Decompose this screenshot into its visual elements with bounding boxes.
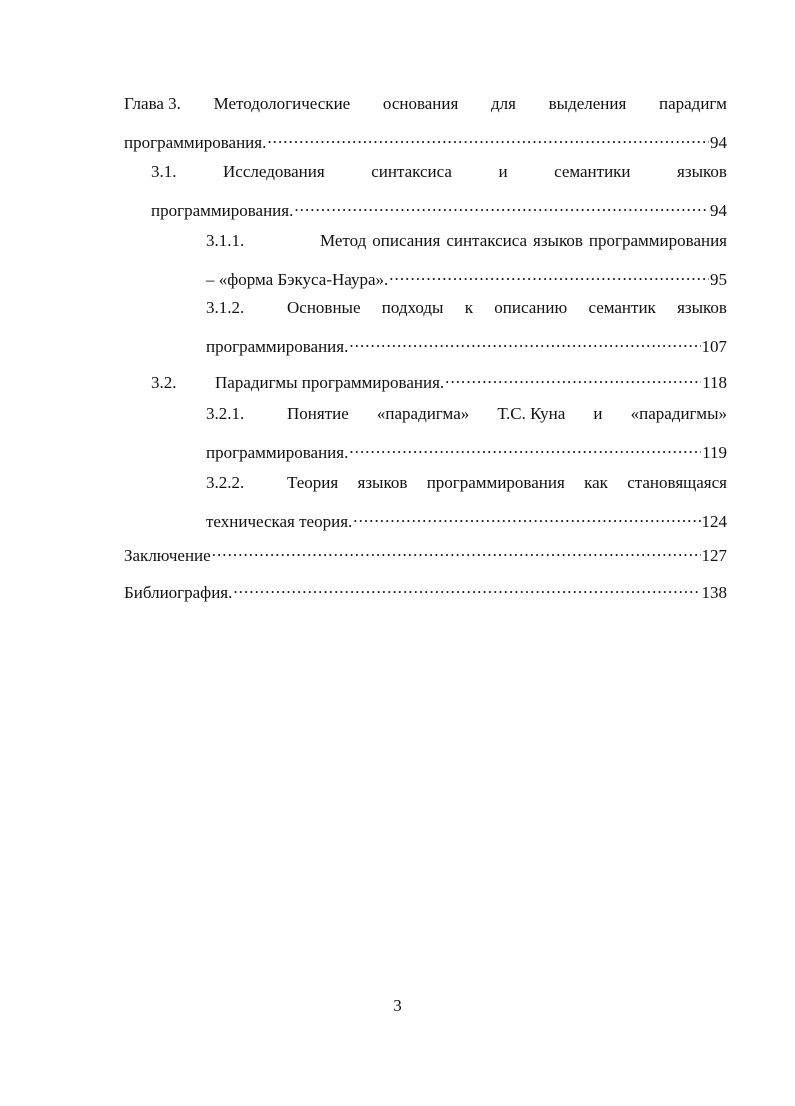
toc-entry-text: Библиография. xyxy=(124,583,233,602)
toc-entry-title-line xyxy=(151,162,727,182)
toc-entry-continuation xyxy=(151,196,727,221)
toc-word: программирования xyxy=(588,231,727,250)
toc-entry-continuation xyxy=(124,128,727,153)
toc-word: «парадигма» xyxy=(376,404,470,423)
toc-word: «парадигмы» xyxy=(630,404,727,423)
toc-word: языков xyxy=(677,298,727,317)
toc-entry-3-2-2[interactable] xyxy=(206,473,727,532)
toc-entry-title-line xyxy=(124,541,727,566)
toc-word: и xyxy=(593,404,603,423)
toc-entry-title-line xyxy=(151,368,727,393)
toc-word: выделения xyxy=(548,94,627,113)
toc-section-number: 3.1.1. xyxy=(206,231,245,250)
toc-entry-3-1-1[interactable] xyxy=(206,231,727,290)
toc-entry-title-line xyxy=(206,404,727,424)
dot-leader xyxy=(233,578,700,598)
toc-entry-title-line xyxy=(124,578,727,603)
toc-word: к xyxy=(464,298,474,317)
toc-entry-text: программирования. xyxy=(124,133,267,152)
toc-entry-title-line xyxy=(206,473,727,493)
dot-leader xyxy=(349,332,700,352)
toc-word: парадигм xyxy=(658,94,727,113)
toc-page-number: 127 xyxy=(701,546,727,565)
toc-title-words xyxy=(287,404,727,424)
toc-entry-title-line xyxy=(206,298,727,318)
dot-leader xyxy=(389,265,709,285)
toc-entry-conclusion[interactable] xyxy=(124,541,727,566)
toc-title-words xyxy=(287,473,727,493)
toc-page-number: 95 xyxy=(710,270,727,289)
toc-word: Метод xyxy=(319,231,367,250)
toc-entry-text: техническая теория. xyxy=(206,512,353,531)
toc-word: как xyxy=(584,473,608,492)
toc-entry-3-1-2[interactable] xyxy=(206,298,727,357)
toc-entry-continuation xyxy=(206,438,727,463)
toc-page-number: 119 xyxy=(702,443,727,462)
toc-entry-3-1[interactable] xyxy=(151,162,727,221)
toc-entry-text: программирования. xyxy=(206,443,349,462)
toc-word: синтаксиса xyxy=(446,231,528,250)
toc-word: и xyxy=(498,162,508,181)
toc-entry-text: Заключение xyxy=(124,546,211,565)
toc-entry-continuation xyxy=(206,265,727,290)
toc-word: для xyxy=(491,94,516,113)
toc-section-number: 3.2.2. xyxy=(206,473,245,492)
toc-word: Т.С. Куна xyxy=(497,404,566,423)
toc-entry-text: – «форма Бэкуса-Наура». xyxy=(206,270,389,289)
toc-word: описанию xyxy=(494,298,568,317)
toc-entry-bibliography[interactable] xyxy=(124,578,727,603)
toc-entry-3-2-1[interactable] xyxy=(206,404,727,463)
toc-word: Исследования xyxy=(223,162,325,181)
toc-word: семантик xyxy=(588,298,656,317)
toc-entry-text: Парадигмы программирования. xyxy=(215,373,445,392)
toc-page-number: 107 xyxy=(701,337,727,356)
toc-page-number: 124 xyxy=(701,512,727,531)
toc-page-number: 94 xyxy=(710,133,727,152)
toc-word: семантики xyxy=(554,162,631,181)
toc-entry-continuation xyxy=(206,507,727,532)
toc-title-words xyxy=(287,298,727,318)
toc-word: языков xyxy=(357,473,408,492)
dot-leader xyxy=(445,368,701,388)
dot-leader xyxy=(267,128,709,148)
toc-word: языков xyxy=(677,162,727,181)
toc-chapter-label: Глава 3. xyxy=(124,94,181,113)
toc-entry-title-line xyxy=(206,231,727,251)
toc-page-number: 118 xyxy=(702,373,727,392)
toc-entry-3-2[interactable] xyxy=(151,368,727,393)
dot-leader xyxy=(294,196,709,216)
dot-leader xyxy=(353,507,700,527)
toc-entry-text: программирования. xyxy=(206,337,349,356)
toc-word: подходы xyxy=(381,298,444,317)
toc-entry-text: программирования. xyxy=(151,201,294,220)
page-number: 3 xyxy=(393,996,402,1015)
toc-word: описания xyxy=(372,231,441,250)
toc-word: Понятие xyxy=(287,404,349,423)
toc-section-number: 3.2.1. xyxy=(206,404,245,423)
toc-word: Теория xyxy=(287,473,339,492)
toc-word: программирования xyxy=(426,473,565,492)
toc-page-number: 138 xyxy=(701,583,727,602)
toc-page-number: 94 xyxy=(710,201,727,220)
toc-title-words xyxy=(320,231,727,251)
toc-section-number: 3.2. xyxy=(151,373,177,392)
toc-entry-chapter-3[interactable] xyxy=(124,94,727,153)
dot-leader xyxy=(212,541,701,561)
toc-section-number: 3.1. xyxy=(151,162,177,181)
toc-word: основания xyxy=(382,94,459,113)
dot-leader xyxy=(349,438,701,458)
toc-section-number: 3.1.2. xyxy=(206,298,245,317)
toc-word: языков xyxy=(533,231,583,250)
toc-entry-continuation xyxy=(206,332,727,357)
toc-entry-title-line xyxy=(124,94,727,114)
toc-word: становящаяся xyxy=(627,473,727,492)
toc-word: синтаксиса xyxy=(371,162,452,181)
toc-word: Основные xyxy=(287,298,361,317)
toc-word: Методологические xyxy=(213,94,351,113)
